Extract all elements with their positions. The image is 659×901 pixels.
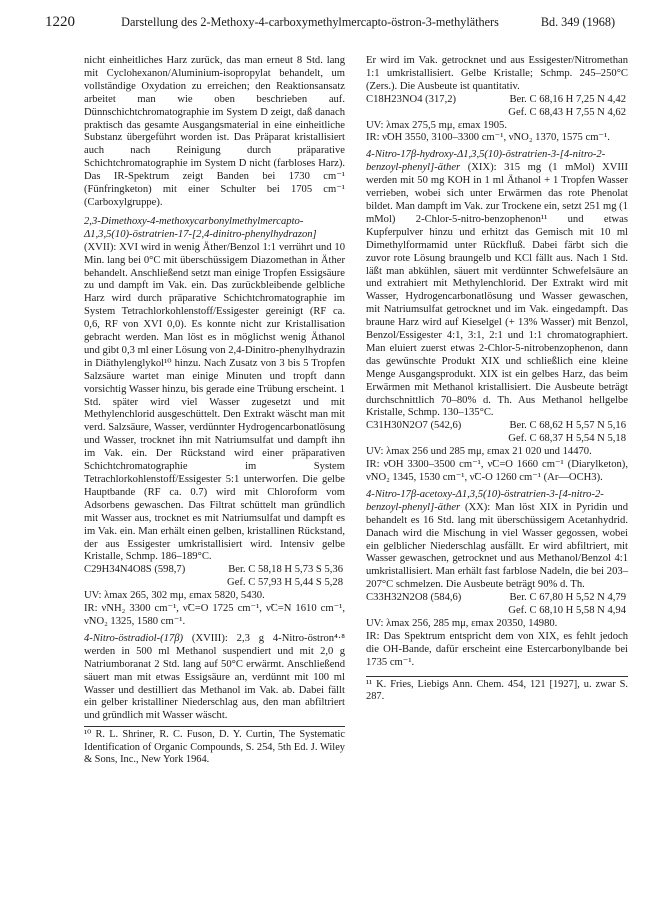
ir-data: IR: ν̃NH₂ 3300 cm⁻¹, ν̃C=O 1725 cm⁻¹, ν̃C=N 1610 cm⁻¹, ν̃NO₂ 1325, 1580 cm⁻¹. [84, 603, 345, 627]
footnote-11: ¹¹ K. Fries, Liebigs Ann. Chem. 454, 121 [1927], u. zwar S. 287. [366, 678, 628, 703]
analysis-calculated: Ber. C 68,16 H 7,25 N 4,42 [509, 93, 626, 105]
compound-xviii-body: (XVIII): 2,3 g 4-Nitro-östron⁴·⁸ werden in 500 ml Methanol suspendiert und mit 2,0 g Natriumboranat 2 Std. lang auf 50°C erwärmt. Anschließend säuert man mit etwas Essigsäure an, verdünnt mit 100 ml Wasser und destilliert das Methanol im Vak. ab. Dabei fällt ein gelber kristalliner Niederschlag aus, den man abfiltriert und gründlich mit Wasser wäscht. [84, 632, 345, 722]
analysis-xix-ber-row [366, 420, 628, 433]
analysis-formula: C33H32N2O8 (584,6) [366, 592, 462, 604]
uv-data: UV: λmax 275,5 mμ, εmax 1905. [366, 119, 508, 131]
paragraph-continuation: nicht einheitliches Harz zurück, das man erneut 8 Std. lang mit Cyclohexanon/Aluminium-isopropylat behandelt, um vollständige Oxydation zu erreichen; den Reaktionsansatz arbeitet man wie oben beschrieben auf. Dünnschichtchromatographie im System D zeigt, daß danach praktisch das gesamte Ausgangsmaterial in eine einheitliche Substanz übergeführt worden ist. Das Präparat kristallisiert auch nach Reinigung durch präparative Schichtchromatographie im System D nicht (farbloses Harz). Das IR-Spektrum zeigt Banden bei 1730 cm⁻¹ (Fünfringketon) mit einer Schulter bei 1705 cm⁻¹ (Carboxylgruppe). [84, 55, 345, 208]
compound-xx-body: (XX): Man löst XIX in Pyridin und behandelt es 16 Std. lang mit überschüssigem Acetanhydrid. Danach wird die Mischung in viel Wasser gegossen, wobei ein gelblicher Niederschlag ausfällt. Er wird abfiltriert, mit Wasser gewaschen, getrocknet und aus Methanol/Benzol 4:1 umkristallisiert. Man erhält fast farblose Nadeln, die bei 203–207°C schmelzen. Die Ausbeute beträgt 90% d. Th. [366, 501, 628, 591]
footnote-10: ¹⁰ R. L. Shriner, R. C. Fuson, D. Y. Curtin, The Systematic Identification of Organic Compounds, S. 254, 5th Ed. J. Wiley & Sons, Inc., New York 1964. [84, 729, 345, 766]
analysis-calculated: Ber. C 58,18 H 5,73 S 5,36 [228, 564, 343, 576]
analysis-found: Gef. C 57,93 H 5,44 S 5,28 [227, 577, 343, 589]
analysis-formula: C31H30N2O7 (542,6) [366, 420, 462, 432]
analysis-formula: C18H23NO4 (317,2) [366, 93, 457, 105]
volume-info: Bd. 349 (1968) [540, 15, 615, 29]
compound-xvii-paragraph [84, 216, 345, 564]
compound-xviii-title: 4-Nitro-östradiol-(17β) [84, 632, 184, 644]
uv-data: UV: λmax 256 und 285 mμ, εmax 21 020 und 14470. [366, 446, 592, 458]
running-header [45, 14, 615, 32]
compound-xvii-body: (XVII): XVI wird in wenig Äther/Benzol 1:1 verrührt und 10 Min. lang bei 0°C mit überschüssigem Diazomethan in Äther behandelt. Anschließend setzt man einige Tropfen Essigsäure zu und dampft im Vak. ein. Das zurückbleibende gelbliche Harz wird durch präparative Schichtchromatographie im System Tetrachlorkohlenstoff/Essigester gereinigt (RF ca. 0,6, RF von XVI 0,0). Es konnte nicht zur Kristallisation gebracht werden. Man löst es in möglichst wenig Äthanol und gibt 0,3 ml einer Lösung von 2,4-Dinitro-phenylhydrazin in Diäthylenglykol¹⁰ hinzu. Nach Zusatz von 3 bis 5 Tropfen Salzsäure wartet man einige Minuten und tropft dann vorsichtig Wasser hinzu, bis gerade eine Trübung erscheint. 1 Std. später wird viel Wasser zugesetzt und mit Methylenchlorid ausgeschüttelt. Den Extrakt wäscht man mit verd. Salzsäure, Wasser, verdünnter Hydrogencarbonatlösung und Wasser, trocknet ihn mit Natriumsulfat und dampft ihn im Vak. ein. Der Rückstand wird einer präparativen Schichtchromatographie im System Tetrachlorkohlenstoff/Essigester 5:1 unterworfen. Die gelbe Hauptbande (RF ca. 0.7) wird mit Chloroform vom Adsorbens gewaschen. Das Filtrat schüttelt man gründlich mit Wasser aus, trocknet es mit Natriumsulfat und dampft es im Vak. ein. Man erhält einen gelben, kristallinen Rückstand, der aus Essigester umkristallisiert wird. Intensiv gelbe Kristalle, Schmp. 186–189°C. [84, 241, 345, 563]
compound-xvii-title: 2,3-Dimethoxy-4-methoxycarbonylmethylmercapto-Δ1,3,5(10)-östratrien-17-[2,4-dinitro-phenylhydrazon] [84, 215, 317, 240]
analysis-xx-gef-row [366, 605, 628, 618]
analysis-xvii-gef-row [84, 577, 345, 590]
compound-xix-body: (XIX): 315 mg (1 mMol) XVIII werden mit 50 mg KOH in 1 ml Äthanol + 1 Tropfen Wasser verrieben, wobei sich unter Erwärmen das rote Phenolat bildet. Man dampft im Vak. zur Trockene ein, setzt 251 mg (1 mMol) 2-Chlor-5-nitro-benzophenon¹¹ und etwas Kupferpulver hinzu und erhitzt das Gemisch mit 10 ml Dimethylformamid unter Rückfluß. Dabei färbt sich die zuvor rote Lösung braungelb und KCl fällt aus. Nach 1 Std. läßt man abkühlen, säuert mit verdünnter Schwefelsäure an und extrahiert mit Methylenchlorid. Der Extrakt wird mit Wasser, Hydrogencarbonatlösung und Wasser gewaschen, mit Natriumsulfat getrocknet und im Vak. eingedampft. Das braune Harz wird auf Kieselgel (+ 13% Wasser) mit Benzol, Benzol/Essigester 4:1, 3:1, 2:1 und 1:1 chromatographiert. Man eluiert zuerst etwas 2-Chlor-5-nitrobenzophenon, dann das gewünschte Produkt XIX und schließlich eine kleine Menge Ausgangsprodukt. XIX ist ein gelbes Harz, das beim Erwärmen mit Methanol kristallisiert. Die Ausbeute beträgt durchschnittlich 70–80% d. Th. Aus Methanol hellgelbe Kristalle, Schmp. 130–135°C. [366, 162, 628, 419]
running-title: Darstellung des 2-Methoxy-4-carboxymethylmercapto-östron-3-methyläthers [121, 15, 499, 29]
analysis-found: Gef. C 68,37 H 5,54 N 5,18 [508, 433, 626, 445]
footnote-divider [84, 726, 345, 727]
analysis-xix-gef-row [366, 433, 628, 446]
analysis-found: Gef. C 68,10 H 5,58 N 4,94 [508, 605, 626, 617]
analysis-calculated: Ber. C 68,62 H 5,57 N 5,16 [509, 420, 626, 432]
compound-xviii-paragraph [84, 633, 345, 723]
right-column [366, 55, 628, 704]
compound-xx-paragraph [366, 489, 628, 592]
compound-xix-paragraph [366, 149, 628, 420]
uv-data: UV: λmax 256, 285 mμ, εmax 20350, 14980. [366, 617, 558, 629]
analysis-xviii-ber-row [366, 94, 628, 107]
analysis-xvii-ber-row [84, 564, 345, 577]
analysis-formula: C29H34N4O8S (598,7) [84, 564, 186, 576]
analysis-found: Gef. C 68,43 H 7,55 N 4,62 [508, 106, 626, 118]
ir-data: IR: ν̃OH 3550, 3100–3300 cm⁻¹, ν̃NO₂ 1370, 1575 cm⁻¹. [366, 132, 610, 144]
compound-xix-title: 4-Nitro-17β-hydroxy-Δ1,3,5(10)-östratrien-3-[4-nitro-2-benzoyl-phenyl]-äther [366, 149, 606, 174]
paragraph-continuation: Er wird im Vak. getrocknet und aus Essigester/Nitromethan 1:1 umkristallisiert. Gelbe Kristalle; Schmp. 245–250°C (Zers.). Die Ausbeute ist quantitativ. [366, 55, 628, 92]
compound-xx-title: 4-Nitro-17β-acetoxy-Δ1,3,5(10)-östratrien-3-[4-nitro-2-benzoyl-phenyl]-äther [366, 488, 604, 513]
footnote-divider [366, 676, 628, 677]
page-number: 1220 [45, 14, 75, 30]
ir-data: IR: Das Spektrum entspricht dem von XIX, es fehlt jedoch die OH-Bande, dafür erscheint eine Estercarbonylbande bei 1735 cm⁻¹. [366, 630, 628, 668]
left-column [84, 55, 345, 767]
analysis-xx-ber-row [366, 592, 628, 605]
analysis-calculated: Ber. C 67,80 H 5,52 N 4,79 [509, 592, 626, 604]
uv-data: UV: λmax 265, 302 mμ, εmax 5820, 5430. [84, 590, 265, 602]
analysis-xviii-gef-row [366, 107, 628, 120]
ir-data: IR: ν̃OH 3300–3500 cm⁻¹, ν̃C=O 1660 cm⁻¹ (Diarylketon), ν̃NO₂ 1345, 1530 cm⁻¹, ν̃C-O 1260 cm⁻¹ (Ar—OCH3). [366, 459, 628, 483]
